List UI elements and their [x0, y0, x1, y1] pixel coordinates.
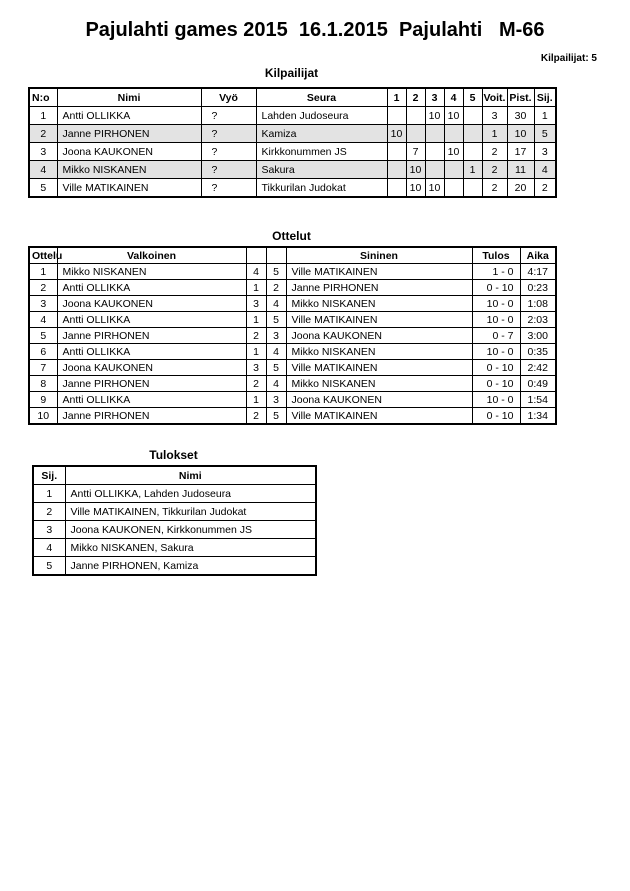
- competitor-placement: 3: [534, 143, 556, 161]
- ottelut-body: [29, 264, 556, 425]
- match-result: 0 - 7: [472, 328, 520, 344]
- match-result: 1 - 0: [472, 264, 520, 280]
- kilpailijat-body: [29, 107, 556, 198]
- competitor-number: 1: [29, 107, 57, 125]
- kilpailijat-header-row: [29, 88, 556, 107]
- match-row: [29, 328, 556, 344]
- match-number: 3: [29, 296, 57, 312]
- white-competitor-name: Antti OLLIKKA: [57, 280, 246, 296]
- round-score-2: 10: [406, 161, 425, 179]
- blue-competitor-number: 4: [266, 376, 286, 392]
- match-number: 4: [29, 312, 57, 328]
- match-time: 3:00: [520, 328, 556, 344]
- col-header-valkoinen: Valkoinen: [57, 247, 246, 264]
- col-header-round-1: 1: [387, 88, 406, 107]
- col-header-sininen: Sininen: [286, 247, 472, 264]
- tulokset-table: [32, 465, 317, 576]
- match-time: 1:54: [520, 392, 556, 408]
- match-number: 2: [29, 280, 57, 296]
- blue-competitor-number: 4: [266, 344, 286, 360]
- result-placement: 5: [33, 557, 65, 576]
- match-row: [29, 408, 556, 425]
- competitor-club: Kirkkonummen JS: [256, 143, 387, 161]
- match-result: 10 - 0: [472, 344, 520, 360]
- match-row: [29, 360, 556, 376]
- match-row: [29, 344, 556, 360]
- match-time: 2:03: [520, 312, 556, 328]
- white-competitor-name: Janne PIRHONEN: [57, 408, 246, 425]
- white-competitor-number: 1: [246, 392, 266, 408]
- result-name-club: Ville MATIKAINEN, Tikkurilan Judokat: [65, 503, 316, 521]
- round-score-5: [463, 143, 482, 161]
- competitor-name: Joona KAUKONEN: [57, 143, 201, 161]
- white-competitor-name: Janne PIRHONEN: [57, 328, 246, 344]
- result-placement: 4: [33, 539, 65, 557]
- blue-competitor-name: Mikko NISKANEN: [286, 376, 472, 392]
- competitor-number: 2: [29, 125, 57, 143]
- match-time: 4:17: [520, 264, 556, 280]
- white-competitor-name: Joona KAUKONEN: [57, 296, 246, 312]
- col-header-seura: Seura: [256, 88, 387, 107]
- tulokset-body: [33, 485, 316, 576]
- competitor-wins: 2: [482, 143, 507, 161]
- blue-competitor-number: 3: [266, 328, 286, 344]
- white-competitor-number: 1: [246, 280, 266, 296]
- blue-competitor-number: 2: [266, 280, 286, 296]
- competitor-name: Mikko NISKANEN: [57, 161, 201, 179]
- col-header-round-2: 2: [406, 88, 425, 107]
- match-result: 0 - 10: [472, 360, 520, 376]
- section-heading-tulokset: Tulokset: [149, 448, 198, 462]
- round-score-2: [406, 125, 425, 143]
- white-competitor-number: 3: [246, 296, 266, 312]
- round-score-3: 10: [425, 107, 444, 125]
- round-score-3: [425, 125, 444, 143]
- match-time: 0:23: [520, 280, 556, 296]
- col-header-no: N:o: [29, 88, 57, 107]
- blue-competitor-number: 5: [266, 312, 286, 328]
- white-competitor-number: 2: [246, 376, 266, 392]
- tulokset-header-row: [33, 466, 316, 485]
- white-competitor-name: Antti OLLIKKA: [57, 312, 246, 328]
- competitor-wins: 2: [482, 161, 507, 179]
- match-number: 7: [29, 360, 57, 376]
- competitor-belt: ?: [201, 125, 256, 143]
- competitor-placement: 2: [534, 179, 556, 198]
- match-number: 9: [29, 392, 57, 408]
- col-header-vyo: Vyö: [201, 88, 256, 107]
- round-score-1: 10: [387, 125, 406, 143]
- col-header-white-number: [246, 247, 266, 264]
- col-header-voit: Voit.: [482, 88, 507, 107]
- round-score-5: [463, 125, 482, 143]
- result-placement: 3: [33, 521, 65, 539]
- result-row: [33, 521, 316, 539]
- competitor-points: 10: [507, 125, 534, 143]
- kilpailijat-table: [28, 87, 557, 198]
- blue-competitor-name: Ville MATIKAINEN: [286, 408, 472, 425]
- result-name-club: Antti OLLIKKA, Lahden Judoseura: [65, 485, 316, 503]
- match-time: 2:42: [520, 360, 556, 376]
- match-row: [29, 264, 556, 280]
- competitor-row: [29, 125, 556, 143]
- competitor-row: [29, 143, 556, 161]
- col-header-pist: Pist.: [507, 88, 534, 107]
- match-time: 0:35: [520, 344, 556, 360]
- competitor-belt: ?: [201, 143, 256, 161]
- section-heading-kilpailijat: Kilpailijat: [264, 66, 319, 80]
- white-competitor-name: Antti OLLIKKA: [57, 344, 246, 360]
- competitor-club: Sakura: [256, 161, 387, 179]
- white-competitor-number: 3: [246, 360, 266, 376]
- competitor-points: 17: [507, 143, 534, 161]
- result-row: [33, 485, 316, 503]
- col-header-tulos: Tulos: [472, 247, 520, 264]
- round-score-5: 1: [463, 161, 482, 179]
- match-row: [29, 392, 556, 408]
- round-score-3: 10: [425, 179, 444, 198]
- round-score-4: 10: [444, 107, 463, 125]
- blue-competitor-name: Joona KAUKONEN: [286, 392, 472, 408]
- competitor-placement: 1: [534, 107, 556, 125]
- result-placement: 2: [33, 503, 65, 521]
- round-score-2: 7: [406, 143, 425, 161]
- blue-competitor-name: Ville MATIKAINEN: [286, 360, 472, 376]
- competitor-belt: ?: [201, 107, 256, 125]
- competitor-number: 5: [29, 179, 57, 198]
- round-score-3: [425, 143, 444, 161]
- competitor-row: [29, 107, 556, 125]
- blue-competitor-number: 5: [266, 360, 286, 376]
- white-competitor-name: Janne PIRHONEN: [57, 376, 246, 392]
- blue-competitor-name: Janne PIRHONEN: [286, 280, 472, 296]
- round-score-1: [387, 161, 406, 179]
- match-result: 0 - 10: [472, 280, 520, 296]
- result-row: [33, 503, 316, 521]
- match-result: 0 - 10: [472, 376, 520, 392]
- round-score-2: 10: [406, 179, 425, 198]
- match-time: 1:08: [520, 296, 556, 312]
- competitor-name: Janne PIRHONEN: [57, 125, 201, 143]
- page-title: Pajulahti games 2015 16.1.2015 Pajulahti M-66: [85, 19, 545, 41]
- ottelut-header-row: [29, 247, 556, 264]
- competitor-points: 30: [507, 107, 534, 125]
- col-header-round-3: 3: [425, 88, 444, 107]
- white-competitor-number: 2: [246, 408, 266, 425]
- round-score-5: [463, 107, 482, 125]
- competitor-placement: 5: [534, 125, 556, 143]
- competitor-row: [29, 179, 556, 198]
- blue-competitor-name: Mikko NISKANEN: [286, 296, 472, 312]
- match-result: 10 - 0: [472, 296, 520, 312]
- match-result: 0 - 10: [472, 408, 520, 425]
- result-name-club: Joona KAUKONEN, Kirkkonummen JS: [65, 521, 316, 539]
- match-number: 6: [29, 344, 57, 360]
- round-score-1: [387, 179, 406, 198]
- col-header-blue-number: [266, 247, 286, 264]
- white-competitor-number: 1: [246, 344, 266, 360]
- competitor-points: 20: [507, 179, 534, 198]
- round-score-4: 10: [444, 143, 463, 161]
- competitor-wins: 1: [482, 125, 507, 143]
- competitor-wins: 3: [482, 107, 507, 125]
- competitor-points: 11: [507, 161, 534, 179]
- competitor-placement: 4: [534, 161, 556, 179]
- white-competitor-number: 2: [246, 328, 266, 344]
- col-header-sij: Sij.: [33, 466, 65, 485]
- result-placement: 1: [33, 485, 65, 503]
- blue-competitor-number: 4: [266, 296, 286, 312]
- ottelut-table: [28, 246, 557, 425]
- round-score-4: [444, 161, 463, 179]
- round-score-1: [387, 143, 406, 161]
- competitor-name: Antti OLLIKKA: [57, 107, 201, 125]
- col-header-nimi: Nimi: [57, 88, 201, 107]
- result-name-club: Mikko NISKANEN, Sakura: [65, 539, 316, 557]
- round-score-5: [463, 179, 482, 198]
- result-row: [33, 539, 316, 557]
- match-row: [29, 376, 556, 392]
- competitor-number: 4: [29, 161, 57, 179]
- match-row: [29, 312, 556, 328]
- round-score-1: [387, 107, 406, 125]
- col-header-ottelu: Ottelu: [29, 247, 57, 264]
- competitor-wins: 2: [482, 179, 507, 198]
- competitor-club: Kamiza: [256, 125, 387, 143]
- white-competitor-name: Antti OLLIKKA: [57, 392, 246, 408]
- competitor-belt: ?: [201, 179, 256, 198]
- match-number: 8: [29, 376, 57, 392]
- white-competitor-name: Joona KAUKONEN: [57, 360, 246, 376]
- white-competitor-name: Mikko NISKANEN: [57, 264, 246, 280]
- blue-competitor-number: 3: [266, 392, 286, 408]
- match-time: 1:34: [520, 408, 556, 425]
- match-time: 0:49: [520, 376, 556, 392]
- blue-competitor-name: Mikko NISKANEN: [286, 344, 472, 360]
- blue-competitor-name: Ville MATIKAINEN: [286, 264, 472, 280]
- competitor-number: 3: [29, 143, 57, 161]
- match-number: 5: [29, 328, 57, 344]
- col-header-round-5: 5: [463, 88, 482, 107]
- result-row: [33, 557, 316, 576]
- blue-competitor-number: 5: [266, 408, 286, 425]
- competitor-row: [29, 161, 556, 179]
- round-score-4: [444, 179, 463, 198]
- competitor-count-label: Kilpailijat: 5: [540, 53, 597, 64]
- col-header-aika: Aika: [520, 247, 556, 264]
- round-score-3: [425, 161, 444, 179]
- competitor-club: Lahden Judoseura: [256, 107, 387, 125]
- match-number: 1: [29, 264, 57, 280]
- match-result: 10 - 0: [472, 392, 520, 408]
- competitor-club: Tikkurilan Judokat: [256, 179, 387, 198]
- result-name-club: Janne PIRHONEN, Kamiza: [65, 557, 316, 576]
- match-row: [29, 280, 556, 296]
- round-score-4: [444, 125, 463, 143]
- col-header-sij: Sij.: [534, 88, 556, 107]
- competitor-belt: ?: [201, 161, 256, 179]
- white-competitor-number: 1: [246, 312, 266, 328]
- competitor-name: Ville MATIKAINEN: [57, 179, 201, 198]
- blue-competitor-name: Joona KAUKONEN: [286, 328, 472, 344]
- section-heading-ottelut: Ottelut: [272, 229, 311, 243]
- match-result: 10 - 0: [472, 312, 520, 328]
- blue-competitor-name: Ville MATIKAINEN: [286, 312, 472, 328]
- blue-competitor-number: 5: [266, 264, 286, 280]
- match-number: 10: [29, 408, 57, 425]
- col-header-nimi: Nimi: [65, 466, 316, 485]
- match-row: [29, 296, 556, 312]
- col-header-round-4: 4: [444, 88, 463, 107]
- round-score-2: [406, 107, 425, 125]
- white-competitor-number: 4: [246, 264, 266, 280]
